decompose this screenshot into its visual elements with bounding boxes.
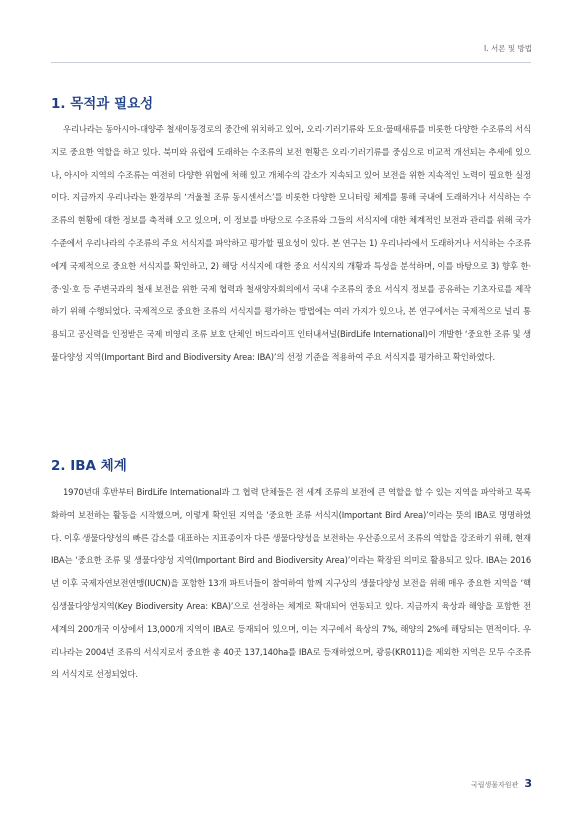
section-title-purpose: 1. 목적과 필요성 <box>51 96 154 112</box>
page-footer <box>471 777 532 790</box>
page-number: 3 <box>524 777 532 790</box>
header-divider <box>51 62 531 63</box>
section-title-iba-system: 2. IBA 체계 <box>51 458 127 474</box>
section-paragraph-iba-system: 1970년대 후반부터 BirdLife International과 그 협력 단체들은 전 세계 조류의 보전에 큰 역할을 할 수 있는 지역을 파악하고 목록화하여 보전하는 활동을 시작했으며, 이렇게 확인된 지역을 ‘중요한 조류 서식지(Important Bird Area)’이라는 뜻의 IBA로 명명하였다. 이후 생물다양성의 빠른 감소를 대표하는 지표종이자 다른 생물다양성을 보전하는 우산종으로서 조류의 역할을 강조하기 위해, 현재 IBA는 ‘중요한 조류 및 생물다양성 지역(Important Bird and Biodiversity Area)’이라는 확장된 의미로 활용되고 있다. IBA는 2016년 이후 국제자연보전연맹(IUCN)을 포함한 13개 파트너들이 참여하여 함께 지구상의 생물다양성 보전을 위해 매우 중요한 지역을 ‘핵심생물다양성지역(Key Biodiversity Area: KBA)’으로 선정하는 체계로 확대되어 연동되고 있다. 지금까지 육상과 해양을 포함한 전 세계의 200개국 이상에서 13,000개 지역이 IBA로 등재되어 있으며, 이는 지구에서 육상의 7%, 해양의 2%에 해당되는 면적이다. 우리나라는 2004년 조류의 서식지로서 중요한 총 40곳 137,140ha를 IBA로 등재하였으며, 광릉(KR011)을 제외한 지역은 모두 수조류의 서식지로 선정되었다. <box>51 487 531 680</box>
running-header: Ⅰ. 서론 및 방법 <box>484 44 532 53</box>
footer-organization: 국립생물자원관 <box>471 781 519 789</box>
section-paragraph-purpose: 우리나라는 동아시아-대양주 철새이동경로의 중간에 위치하고 있어, 오리·기러기류와 도요·물떼새류를 비롯한 다양한 수조류의 서식지로 중요한 역할을 하고 있다. 북미와 유럽에 도래하는 수조류의 보전 현황은 오리·기러기류를 중심으로 비교적 개선되는 추세에 있으나, 아시아 지역의 수조류는 여전히 다양한 위협에 처해 있고 개체수의 감소가 지속되고 있어 보전을 위한 지속적인 노력이 필요한 실정이다. 지금까지 우리나라는 환경부의 ‘겨울철 조류 동시센서스’를 비롯한 다양한 모니터링 체계를 통해 국내에 도래하거나 서식하는 수조류의 현황에 대한 정보를 축적해 오고 있으며, 이 정보를 바탕으로 수조류와 그들의 서식지에 대한 체계적인 보전과 관리를 위해 국가 수준에서 우리나라의 수조류의 주요 서식지를 파악하고 평가할 필요성이 있다. 본 연구는 1) 우리나라에서 도래하거나 서식하는 수조류에게 국제적으로 중요한 서식지를 확인하고, 2) 해당 서식지에 대한 중요 서식지의 개황과 특성을 분석하며, 이를 바탕으로 3) 향후 한·중·일·호 등 주변국과의 철새 보전을 위한 국제 협력과 철새양자회의에서 국내 수조류의 중요 서식지 정보를 공유하는 기초자료를 제작하기 위해 수행되었다. 국제적으로 중요한 조류의 서식지를 평가하는 방법에는 여러 가지가 있으나, 본 연구에서는 국제적으로 널리 통용되고 공신력을 인정받은 국제 비영리 조류 보호 단체인 버드라이프 인터내셔널(BirdLife International)이 개발한 ‘중요한 조류 및 생물다양성 지역(Important Bird and Biodiversity Area: IBA)’의 선정 기준을 적용하여 주요 서식지를 평가하고 확인하였다. <box>51 124 531 362</box>
